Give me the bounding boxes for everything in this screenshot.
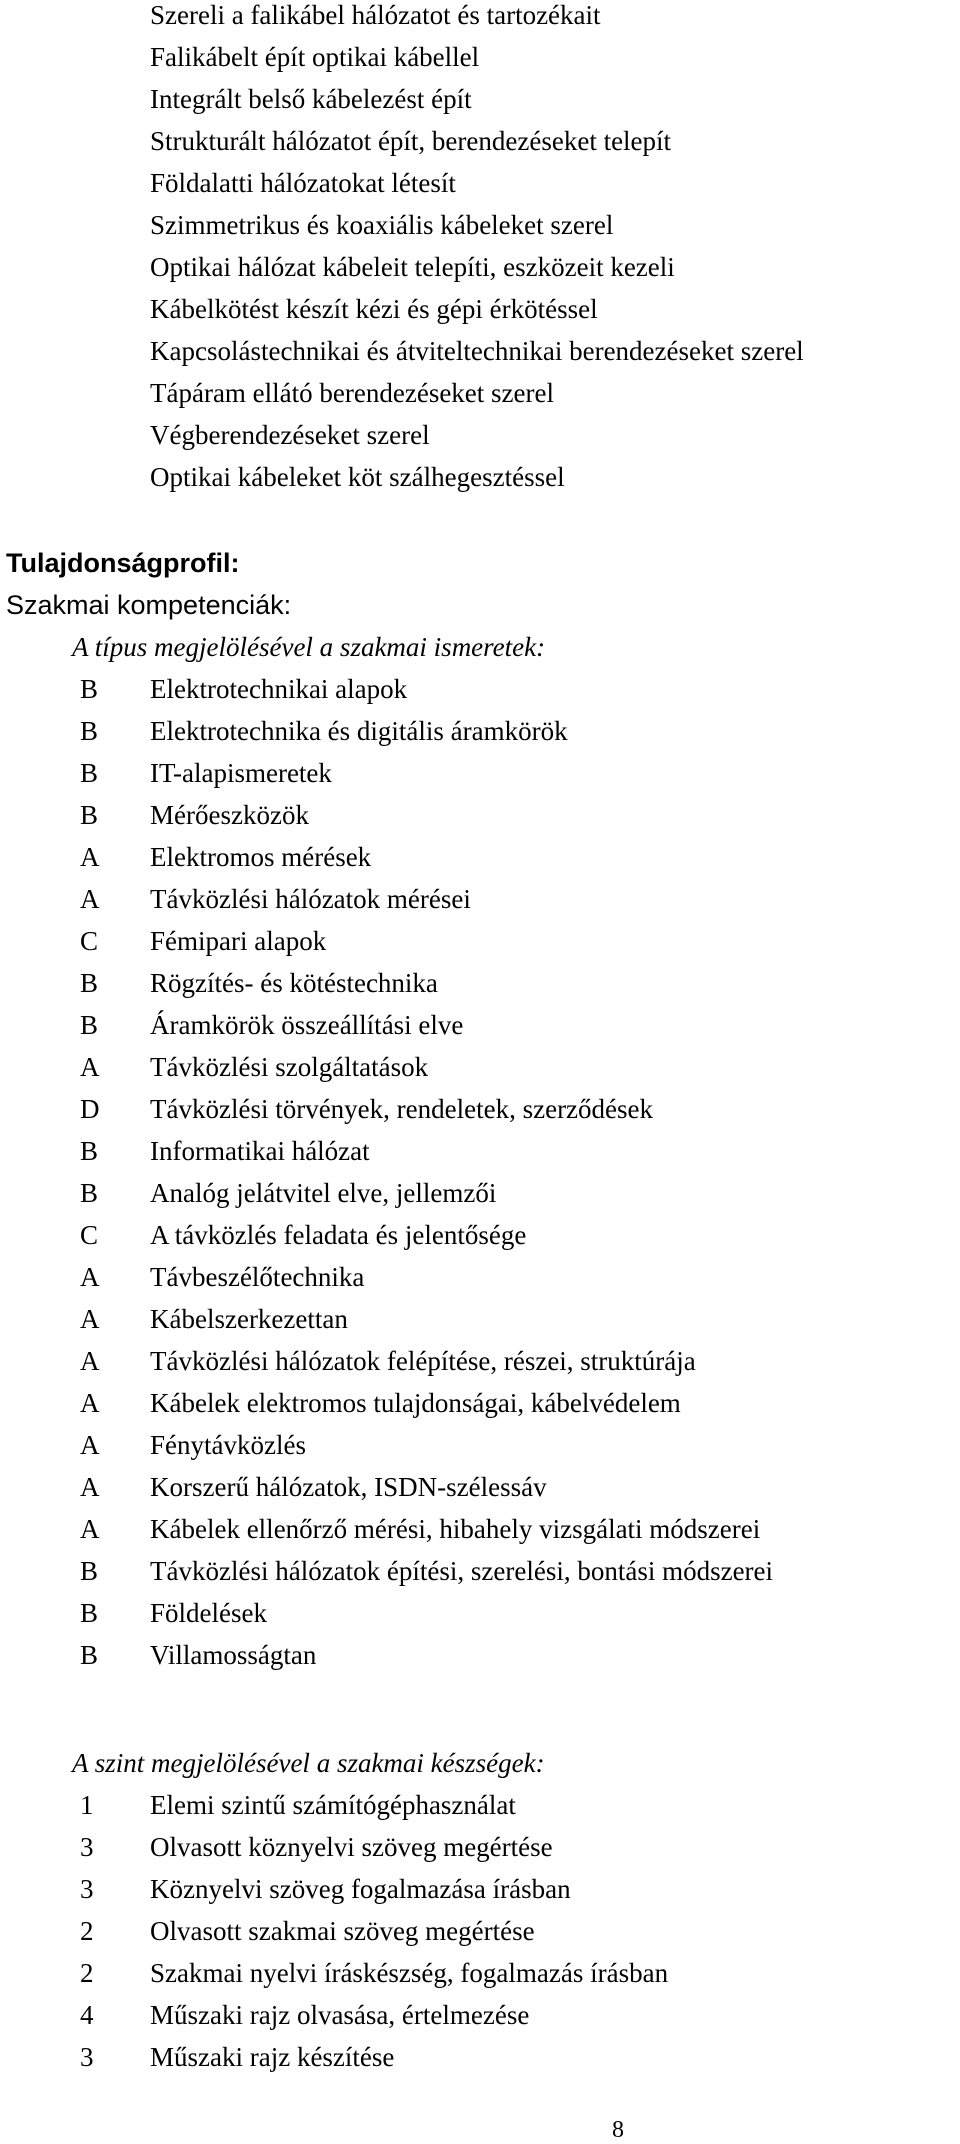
skill-label: Műszaki rajz olvasása, értelmezése bbox=[150, 2000, 530, 2030]
knowledge-label: Távközlési hálózatok felépítése, részei, struktúrája bbox=[150, 1346, 696, 1376]
knowledge-code: B bbox=[80, 674, 99, 704]
knowledge-code: C bbox=[80, 926, 99, 956]
task-item: Strukturált hálózatot épít, berendezéseket telepít bbox=[150, 126, 672, 156]
knowledge-code: A bbox=[80, 1430, 100, 1460]
knowledge-label: Áramkörök összeállítási elve bbox=[150, 1010, 464, 1040]
knowledge-code: B bbox=[80, 1010, 99, 1040]
knowledge-label: Villamosságtan bbox=[150, 1640, 317, 1670]
knowledge-label: Távközlési hálózatok mérései bbox=[150, 884, 471, 914]
knowledge-label: Mérőeszközök bbox=[150, 800, 309, 830]
knowledge-label: Fémipari alapok bbox=[150, 926, 327, 956]
profile-title: Tulajdonságprofil: bbox=[6, 548, 240, 578]
task-item: Kapcsolástechnikai és átviteltechnikai berendezéseket szerel bbox=[150, 336, 804, 366]
knowledge-label: Fénytávközlés bbox=[150, 1430, 306, 1460]
knowledge-label: Elektrotechnika és digitális áramkörök bbox=[150, 716, 568, 746]
knowledge-code: A bbox=[80, 1472, 100, 1502]
page-number: 8 bbox=[612, 2117, 624, 2143]
knowledge-label: Analóg jelátvitel elve, jellemzői bbox=[150, 1178, 497, 1208]
knowledge-label: Rögzítés- és kötéstechnika bbox=[150, 968, 438, 998]
skill-label: Elemi szintű számítógéphasználat bbox=[150, 1790, 516, 1820]
task-item: Integrált belső kábelezést épít bbox=[150, 84, 472, 114]
knowledge-code: A bbox=[80, 842, 100, 872]
knowledge-label: A távközlés feladata és jelentősége bbox=[150, 1220, 527, 1250]
skill-level: 3 bbox=[80, 1832, 94, 1862]
knowledge-code: B bbox=[80, 1136, 99, 1166]
task-item: Földalatti hálózatokat létesít bbox=[150, 168, 456, 198]
knowledge-code: A bbox=[80, 1388, 100, 1418]
knowledge-label: Kábelek elektromos tulajdonságai, kábelvédelem bbox=[150, 1388, 681, 1418]
knowledge-code: A bbox=[80, 1304, 100, 1334]
knowledge-label: Távközlési hálózatok építési, szerelési, bontási módszerei bbox=[150, 1556, 774, 1586]
task-item: Tápáram ellátó berendezéseket szerel bbox=[150, 378, 554, 408]
task-item: Végberendezéseket szerel bbox=[150, 420, 430, 450]
knowledge-code: B bbox=[80, 716, 99, 746]
knowledge-label: Kábelek ellenőrző mérési, hibahely vizsgálati módszerei bbox=[150, 1514, 761, 1544]
knowledge-label: Földelések bbox=[150, 1598, 267, 1628]
knowledge-code: B bbox=[80, 758, 99, 788]
skill-label: Olvasott szakmai szöveg megértése bbox=[150, 1916, 535, 1946]
knowledge-label: Elektrotechnikai alapok bbox=[150, 674, 408, 704]
knowledge-code: A bbox=[80, 1052, 100, 1082]
task-item: Optikai kábeleket köt szálhegesztéssel bbox=[150, 462, 565, 492]
knowledge-label: IT-alapismeretek bbox=[150, 758, 332, 788]
knowledge-code: A bbox=[80, 884, 100, 914]
knowledge-code: A bbox=[80, 1262, 100, 1292]
knowledge-label: Kábelszerkezettan bbox=[150, 1304, 348, 1334]
skill-level: 4 bbox=[80, 2000, 94, 2030]
task-item: Optikai hálózat kábeleit telepíti, eszközeit kezeli bbox=[150, 252, 675, 282]
knowledge-label: Informatikai hálózat bbox=[150, 1136, 370, 1166]
profile-subtitle: Szakmai kompetenciák: bbox=[6, 590, 292, 620]
knowledge-label: Elektromos mérések bbox=[150, 842, 372, 872]
knowledge-label: Távközlési törvények, rendeletek, szerződések bbox=[150, 1094, 654, 1124]
skill-label: Köznyelvi szöveg fogalmazása írásban bbox=[150, 1874, 571, 1904]
knowledge-code: C bbox=[80, 1220, 99, 1250]
knowledge-label: Korszerű hálózatok, ISDN-szélessáv bbox=[150, 1472, 547, 1502]
skill-label: Olvasott köznyelvi szöveg megértése bbox=[150, 1832, 553, 1862]
task-item: Szereli a falikábel hálózatot és tartozékait bbox=[150, 0, 601, 30]
skill-level: 1 bbox=[80, 1790, 94, 1820]
knowledge-code: B bbox=[80, 800, 99, 830]
knowledge-code: B bbox=[80, 1556, 99, 1586]
skill-label: Műszaki rajz készítése bbox=[150, 2042, 395, 2072]
skill-level: 2 bbox=[80, 1958, 94, 1988]
task-item: Szimmetrikus és koaxiális kábeleket szerel bbox=[150, 210, 614, 240]
task-item: Falikábelt épít optikai kábellel bbox=[150, 42, 480, 72]
skill-label: Szakmai nyelvi íráskészség, fogalmazás írásban bbox=[150, 1958, 669, 1988]
knowledge-label: Távközlési szolgáltatások bbox=[150, 1052, 429, 1082]
knowledge-heading: A típus megjelölésével a szakmai ismeretek: bbox=[72, 632, 546, 662]
skill-level: 3 bbox=[80, 1874, 94, 1904]
skills-heading: A szint megjelölésével a szakmai készségek: bbox=[72, 1748, 545, 1778]
knowledge-code: B bbox=[80, 1598, 99, 1628]
skill-level: 2 bbox=[80, 1916, 94, 1946]
knowledge-code: B bbox=[80, 1178, 99, 1208]
knowledge-label: Távbeszélőtechnika bbox=[150, 1262, 365, 1292]
skill-level: 3 bbox=[80, 2042, 94, 2072]
knowledge-code: B bbox=[80, 1640, 99, 1670]
knowledge-code: B bbox=[80, 968, 99, 998]
task-item: Kábelkötést készít kézi és gépi érkötéssel bbox=[150, 294, 598, 324]
knowledge-code: A bbox=[80, 1514, 100, 1544]
knowledge-code: A bbox=[80, 1346, 100, 1376]
knowledge-code: D bbox=[80, 1094, 100, 1124]
